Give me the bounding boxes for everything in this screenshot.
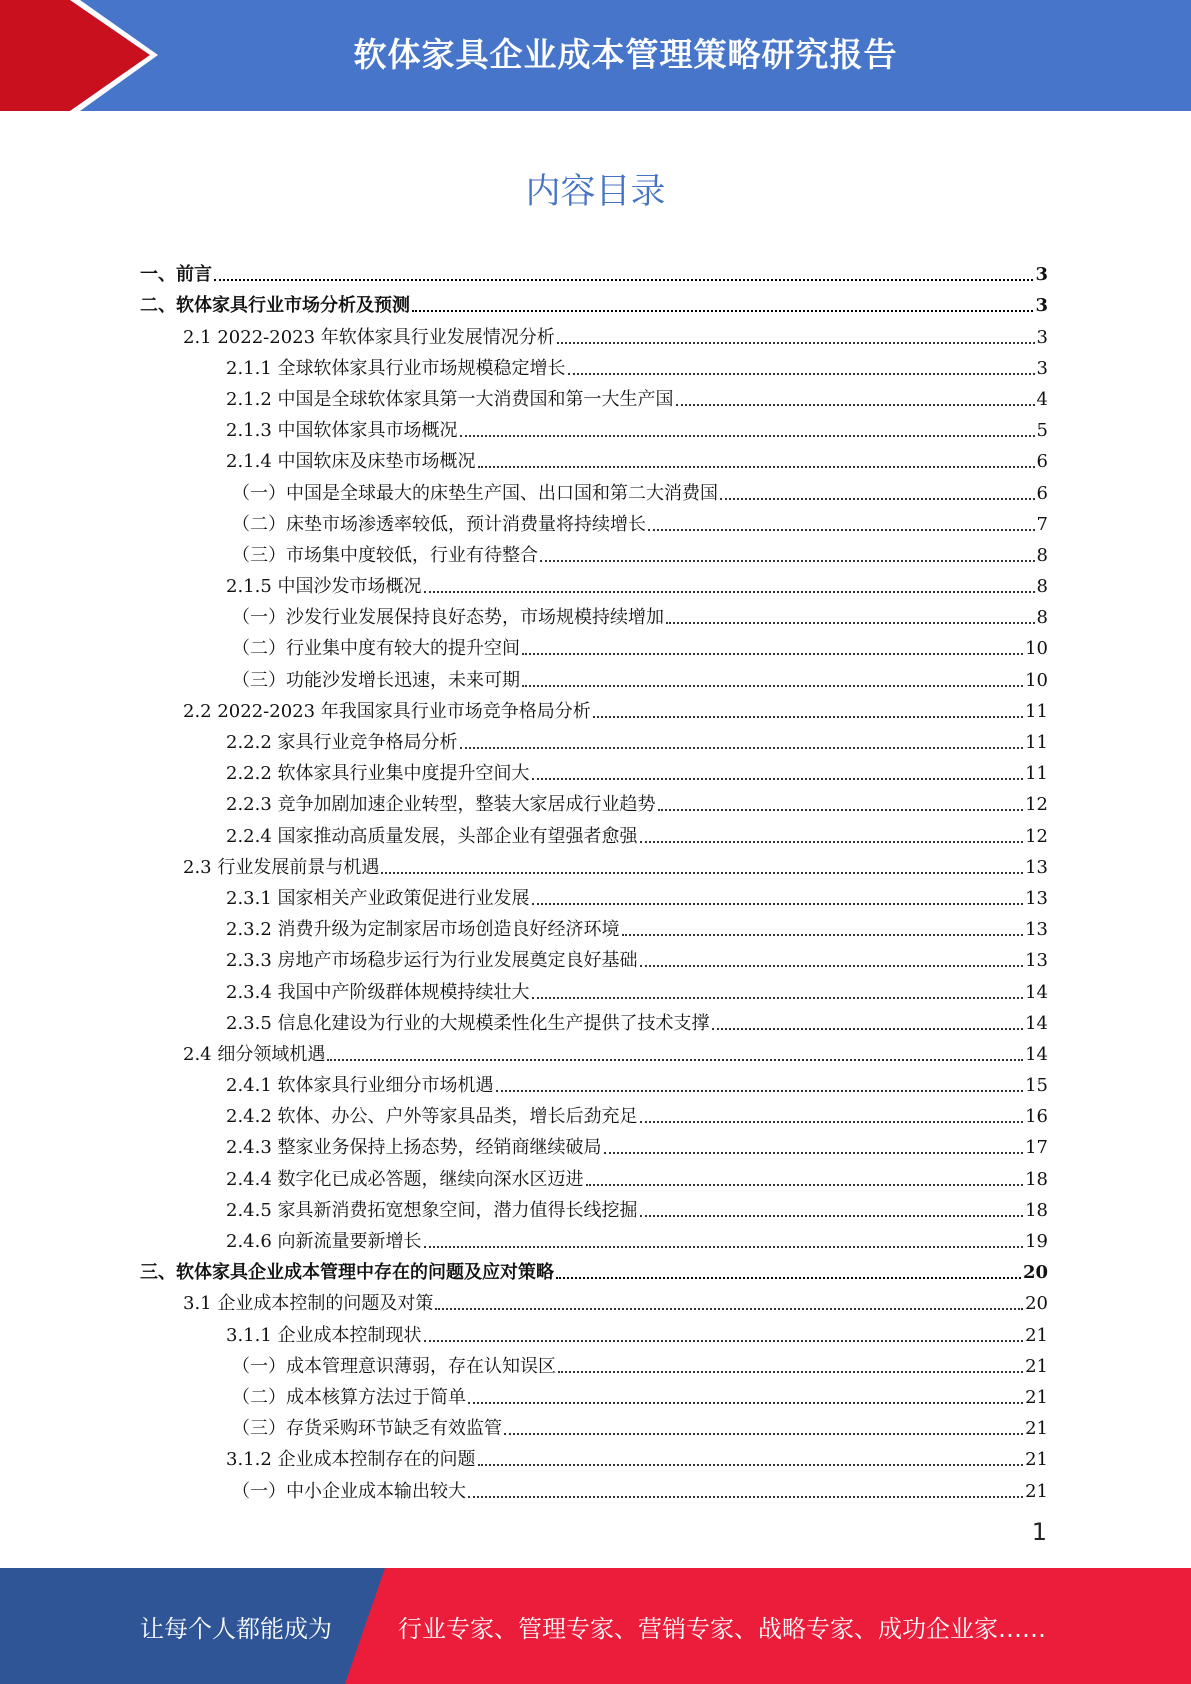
toc-leader-dots (381, 872, 1023, 874)
toc-entry-title: 2.3.2 消费升级为定制家居市场创造良好经济环境 (226, 919, 620, 941)
toc-entry-title: 2.1.5 中国沙发市场概况 (226, 576, 422, 598)
toc-leader-dots (412, 310, 1033, 312)
toc-entry-page: 6 (1036, 482, 1048, 504)
header-band (0, 0, 1191, 111)
toc-entry[interactable] (140, 1128, 1048, 1159)
toc-entry-page: 14 (1025, 1043, 1048, 1065)
toc-entry-title: 2.4.5 家具新消费拓宽想象空间，潜力值得长线挖掘 (226, 1199, 638, 1221)
toc-entry-page: 21 (1025, 1449, 1048, 1471)
toc-entry[interactable] (140, 598, 1048, 629)
footer-slogan-left: 让每个人都能成为 (140, 1614, 332, 1643)
toc-leader-dots (214, 279, 1033, 281)
toc-leader-dots (556, 1277, 1021, 1279)
toc-entry-page: 21 (1025, 1418, 1048, 1440)
toc-entry[interactable] (140, 536, 1048, 567)
toc-leader-dots (540, 560, 1035, 562)
toc-entry[interactable] (140, 754, 1048, 785)
toc-entry-title: 2.1.4 中国软床及床垫市场概况 (226, 451, 476, 473)
toc-leader-dots (424, 1246, 1024, 1248)
toc-entry-page: 10 (1025, 638, 1048, 660)
toc-entry[interactable] (140, 1409, 1048, 1440)
toc-leader-dots (532, 903, 1024, 905)
toc-leader-dots (720, 498, 1035, 500)
toc-entry[interactable] (140, 879, 1048, 910)
toc-entry-title: 2.2.4 国家推动高质量发展，头部企业有望强者愈强 (226, 825, 638, 847)
toc-entry[interactable] (140, 1315, 1048, 1346)
toc-entry-title: （一）成本管理意识薄弱，存在认知误区 (232, 1355, 556, 1377)
toc-heading: 内容目录 (525, 172, 666, 212)
toc-entry[interactable] (140, 1159, 1048, 1190)
toc-leader-dots (604, 1152, 1024, 1154)
toc-entry[interactable] (140, 660, 1048, 691)
toc-leader-dots (496, 1090, 1024, 1092)
toc-entry-title: （二）行业集中度有较大的提升空间 (232, 638, 520, 660)
toc-leader-dots (424, 1340, 1024, 1342)
toc-entry[interactable] (140, 785, 1048, 816)
toc-entry[interactable] (140, 505, 1048, 536)
toc-entry[interactable] (140, 816, 1048, 847)
toc-entry-title: （一）沙发行业发展保持良好态势，市场规模持续增加 (232, 607, 664, 629)
toc-entry-title: 2.4.2 软体、办公、户外等家具品类，增长后劲充足 (226, 1106, 638, 1128)
toc-leader-dots (568, 373, 1035, 375)
toc-entry-title: 2.3.5 信息化建设为行业的大规模柔性化生产提供了技术支撑 (226, 1012, 710, 1034)
toc-entry-title: （二）成本核算方法过于简单 (232, 1386, 466, 1408)
toc-entry[interactable] (140, 972, 1048, 1003)
toc-leader-dots (558, 1371, 1023, 1373)
toc-entry-title: 2.1.1 全球软体家具行业市场规模稳定增长 (226, 357, 566, 379)
toc-entry-page: 3 (1036, 326, 1048, 348)
toc-entry-page: 21 (1025, 1355, 1048, 1377)
toc-entry[interactable] (140, 1097, 1048, 1128)
toc-leader-dots (586, 1184, 1024, 1186)
toc-entry-title: 一、前言 (140, 264, 212, 286)
toc-entry[interactable] (140, 286, 1048, 317)
toc-entry[interactable] (140, 723, 1048, 754)
toc-entry-page: 11 (1025, 763, 1048, 785)
toc-entry[interactable] (140, 1253, 1048, 1284)
chevron-arrow-icon (0, 0, 160, 111)
toc-entry-title: （三）市场集中度较低，行业有待整合 (232, 544, 538, 566)
toc-entry-page: 6 (1036, 451, 1048, 473)
toc-leader-dots (327, 1059, 1023, 1061)
toc-entry-page: 11 (1025, 700, 1048, 722)
toc-entry[interactable] (140, 1066, 1048, 1097)
toc-entry-page: 14 (1025, 981, 1048, 1003)
toc-entry-page: 18 (1025, 1199, 1048, 1221)
toc-entry[interactable] (140, 1284, 1048, 1315)
toc-entry[interactable] (140, 1378, 1048, 1409)
toc-entry-title: （三）功能沙发增长迅速，未来可期 (232, 669, 520, 691)
toc-entry[interactable] (140, 1347, 1048, 1378)
toc-entry-title: 2.4.1 软体家具行业细分市场机遇 (226, 1075, 494, 1097)
toc-entry-page: 8 (1036, 576, 1048, 598)
toc-entry-title: 2.4 细分领域机遇 (183, 1043, 326, 1065)
toc-leader-dots (478, 466, 1035, 468)
toc-entry-page: 21 (1025, 1324, 1048, 1346)
page-number: 1 (1031, 1518, 1047, 1546)
toc-leader-dots (504, 1433, 1023, 1435)
toc-leader-dots (640, 965, 1024, 967)
toc-leader-dots (522, 653, 1023, 655)
toc-entry[interactable] (140, 411, 1048, 442)
toc-leader-dots (648, 529, 1035, 531)
toc-entry-title: 2.2.3 竞争加剧加速企业转型，整装大家居成行业趋势 (226, 794, 656, 816)
toc-leader-dots (640, 841, 1024, 843)
toc-leader-dots (435, 1308, 1023, 1310)
footer-slogan-right: 行业专家、管理专家、营销专家、战略专家、成功企业家…… (398, 1614, 1046, 1643)
toc-entry-page: 14 (1025, 1012, 1048, 1034)
toc-leader-dots (460, 747, 1024, 749)
toc-leader-dots (712, 1028, 1024, 1030)
footer-band (0, 1568, 1191, 1684)
toc-entry-title: 3.1 企业成本控制的问题及对策 (183, 1293, 434, 1315)
toc-entry[interactable] (140, 1035, 1048, 1066)
toc-leader-dots (532, 997, 1024, 999)
toc-entry-page: 8 (1036, 544, 1048, 566)
toc-entry[interactable] (140, 1471, 1048, 1502)
toc-leader-dots (640, 1121, 1024, 1123)
toc-entry-title: 2.3.4 我国中产阶级群体规模持续壮大 (226, 981, 530, 1003)
toc-entry-title: 2.4.6 向新流量要新增长 (226, 1231, 422, 1252)
toc-leader-dots (522, 685, 1023, 687)
toc-leader-dots (478, 1464, 1024, 1466)
table-of-contents (140, 255, 1048, 1503)
toc-entry-title: 3.1.2 企业成本控制存在的问题 (226, 1449, 476, 1471)
toc-entry-title: 2.2.2 家具行业竞争格局分析 (226, 732, 458, 753)
toc-entry-page: 20 (1025, 1293, 1048, 1315)
toc-entry-page: 12 (1025, 794, 1048, 816)
toc-entry-title: 三、软体家具企业成本管理中存在的问题及应对策略 (140, 1262, 554, 1284)
toc-entry-page: 15 (1025, 1075, 1048, 1097)
toc-entry-page: 3 (1035, 295, 1048, 317)
toc-leader-dots (622, 934, 1024, 936)
toc-entry-page: 12 (1025, 825, 1048, 847)
toc-entry-title: 2.2.2 软体家具行业集中度提升空间大 (226, 763, 530, 785)
toc-entry-page: 13 (1025, 950, 1048, 972)
toc-entry[interactable] (140, 1222, 1048, 1253)
toc-entry-title: （一）中小企业成本输出较大 (232, 1480, 466, 1502)
toc-entry-title: 2.1.3 中国软体家具市场概况 (226, 420, 458, 442)
toc-entry-page: 13 (1025, 919, 1048, 941)
toc-leader-dots (468, 1496, 1023, 1498)
toc-leader-dots (666, 622, 1035, 624)
toc-entry-page: 16 (1025, 1106, 1048, 1128)
toc-entry[interactable] (140, 629, 1048, 660)
toc-entry-title: 2.4.4 数字化已成必答题，继续向深水区迈进 (226, 1168, 584, 1190)
toc-entry-page: 19 (1025, 1231, 1048, 1252)
toc-entry-page: 8 (1036, 607, 1048, 629)
toc-entry[interactable] (140, 317, 1048, 348)
toc-entry-page: 20 (1022, 1262, 1048, 1284)
toc-entry[interactable] (140, 848, 1048, 879)
toc-entry[interactable] (140, 910, 1048, 941)
report-title: 软体家具企业成本管理策略研究报告 (353, 34, 898, 74)
toc-entry-title: （二）床垫市场渗透率较低，预计消费量将持续增长 (232, 513, 646, 535)
toc-entry-title: 2.4.3 整家业务保持上扬态势，经销商继续破局 (226, 1137, 602, 1159)
toc-entry-page: 11 (1025, 732, 1048, 753)
toc-entry-page: 18 (1025, 1168, 1048, 1190)
toc-entry-page: 21 (1025, 1480, 1048, 1502)
toc-leader-dots (532, 778, 1024, 780)
toc-entry-page: 13 (1025, 856, 1048, 878)
toc-leader-dots (593, 716, 1023, 718)
toc-entry-title: 3.1.1 企业成本控制现状 (226, 1324, 422, 1346)
toc-entry[interactable] (140, 1004, 1048, 1035)
toc-entry-page: 21 (1025, 1386, 1048, 1408)
toc-entry[interactable] (140, 473, 1048, 504)
toc-entry-title: 二、软体家具行业市场分析及预测 (140, 295, 410, 317)
toc-entry-title: （三）存货采购环节缺乏有效监管 (232, 1418, 502, 1440)
toc-entry-page: 5 (1036, 420, 1048, 442)
toc-entry[interactable] (140, 380, 1048, 411)
toc-entry-page: 7 (1036, 513, 1048, 535)
toc-leader-dots (424, 591, 1035, 593)
toc-leader-dots (460, 435, 1035, 437)
toc-entry-page: 17 (1025, 1137, 1048, 1159)
toc-leader-dots (468, 1402, 1023, 1404)
toc-entry-title: 2.2 2022-2023 年我国家具行业市场竞争格局分析 (183, 700, 591, 722)
toc-entry-page: 3 (1035, 264, 1048, 286)
toc-entry-title: 2.3 行业发展前景与机遇 (183, 856, 380, 878)
toc-entry[interactable] (140, 442, 1048, 473)
toc-entry-page: 3 (1036, 357, 1048, 379)
toc-entry[interactable] (140, 1440, 1048, 1471)
toc-entry-page: 13 (1025, 887, 1048, 909)
toc-entry[interactable] (140, 1191, 1048, 1222)
toc-entry-title: （一）中国是全球最大的床垫生产国、出口国和第二大消费国 (232, 482, 718, 504)
toc-entry[interactable] (140, 349, 1048, 380)
toc-entry-title: 2.1.2 中国是全球软体家具第一大消费国和第一大生产国 (226, 388, 674, 410)
toc-leader-dots (640, 1215, 1024, 1217)
toc-entry-page: 10 (1025, 669, 1048, 691)
toc-entry-page: 4 (1036, 388, 1048, 410)
toc-entry[interactable] (140, 255, 1048, 286)
toc-entry[interactable] (140, 941, 1048, 972)
toc-leader-dots (557, 342, 1035, 344)
toc-entry[interactable] (140, 692, 1048, 723)
toc-leader-dots (658, 809, 1024, 811)
toc-entry-title: 2.1 2022-2023 年软体家具行业发展情况分析 (183, 326, 555, 348)
toc-entry[interactable] (140, 567, 1048, 598)
toc-entry-title: 2.3.3 房地产市场稳步运行为行业发展奠定良好基础 (226, 950, 638, 972)
toc-leader-dots (676, 404, 1035, 406)
toc-entry-title: 2.3.1 国家相关产业政策促进行业发展 (226, 887, 530, 909)
